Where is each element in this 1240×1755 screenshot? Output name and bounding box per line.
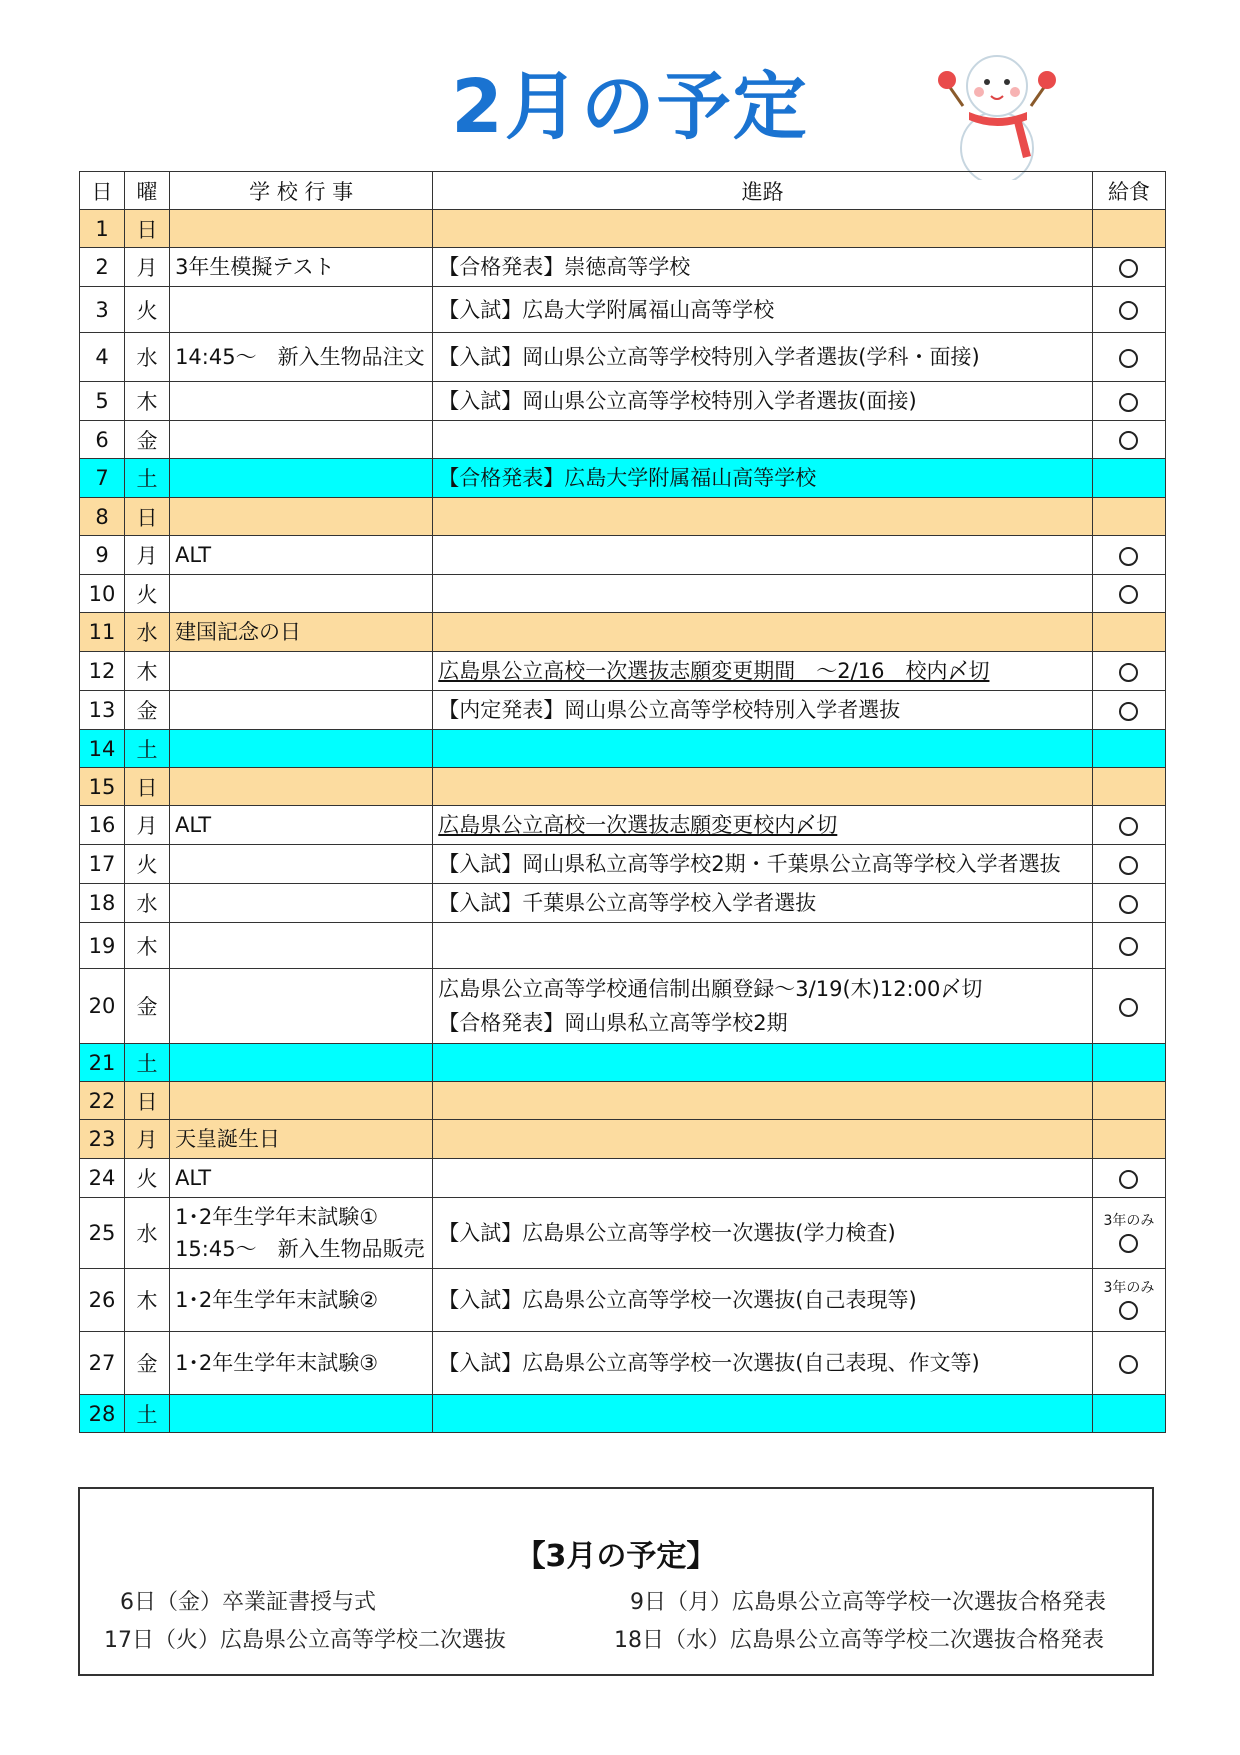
day-cell: 18 <box>80 884 125 923</box>
event-text: 1･2年生学年末試験① <box>175 1205 379 1229</box>
events-cell <box>170 575 433 613</box>
events-cell <box>170 1082 433 1120</box>
course-cell <box>433 1198 1093 1269</box>
weekday-cell: 水 <box>125 1198 170 1269</box>
course-cell <box>433 1332 1093 1395</box>
table-row <box>80 845 1166 884</box>
events-cell <box>170 1332 433 1395</box>
course-cell <box>433 248 1093 287</box>
course-text: 【入試】岡山県私立高等学校2期・千葉県公立高等学校入学者選抜 <box>438 852 1061 876</box>
course-cell <box>433 421 1093 459</box>
events-cell <box>170 287 433 333</box>
course-text: 広島県公立高校一次選抜志願変更校内〆切 <box>438 813 838 837</box>
day-cell: 26 <box>80 1269 125 1332</box>
lunch-cell <box>1092 498 1165 536</box>
event-text: 15:45～ 新入生物品販売 <box>175 1237 425 1261</box>
events-cell <box>170 1395 433 1433</box>
event-text: ALT <box>175 543 212 567</box>
weekday-cell: 月 <box>125 248 170 287</box>
weekday-cell: 日 <box>125 498 170 536</box>
weekday-cell: 金 <box>125 969 170 1044</box>
table-row <box>80 575 1166 613</box>
events-cell <box>170 845 433 884</box>
lunch-cell <box>1092 613 1165 652</box>
snowman-illustration <box>935 40 1065 180</box>
day-cell: 1 <box>80 210 125 248</box>
course-cell <box>433 730 1093 768</box>
day-cell: 11 <box>80 613 125 652</box>
events-cell <box>170 730 433 768</box>
lunch-cell <box>1092 730 1165 768</box>
day-cell: 16 <box>80 806 125 845</box>
course-cell <box>433 923 1093 969</box>
lunch-circle-icon <box>1119 856 1138 875</box>
table-row <box>80 382 1166 421</box>
table-row <box>80 768 1166 806</box>
course-text: 【合格発表】広島大学附属福山高等学校 <box>438 466 817 490</box>
lunch-circle-icon <box>1119 585 1138 604</box>
lunch-cell <box>1092 923 1165 969</box>
day-cell: 17 <box>80 845 125 884</box>
lunch-cell <box>1092 382 1165 421</box>
lunch-cell <box>1092 884 1165 923</box>
lunch-circle-icon <box>1119 431 1138 450</box>
march-item: 17日（火）広島県公立高等学校二次選抜 <box>104 1628 506 1653</box>
weekday-cell: 土 <box>125 459 170 498</box>
table-row <box>80 459 1166 498</box>
lunch-cell <box>1092 845 1165 884</box>
day-cell: 10 <box>80 575 125 613</box>
lunch-note: 3年のみ <box>1103 1280 1155 1296</box>
events-cell <box>170 806 433 845</box>
course-cell <box>433 845 1093 884</box>
day-cell: 6 <box>80 421 125 459</box>
day-cell: 2 <box>80 248 125 287</box>
lunch-cell <box>1092 1159 1165 1198</box>
lunch-cell <box>1092 536 1165 575</box>
events-cell <box>170 536 433 575</box>
day-cell: 4 <box>80 333 125 382</box>
weekday-cell: 金 <box>125 421 170 459</box>
weekday-cell: 水 <box>125 884 170 923</box>
events-cell <box>170 1269 433 1332</box>
table-row <box>80 1159 1166 1198</box>
events-cell <box>170 923 433 969</box>
events-cell <box>170 1044 433 1082</box>
course-text: 【内定発表】岡山県公立高等学校特別入学者選抜 <box>438 698 901 722</box>
weekday-cell: 火 <box>125 575 170 613</box>
course-text: 【入試】千葉県公立高等学校入学者選抜 <box>438 891 817 915</box>
march-item: 6日（金）卒業証書授与式 <box>120 1590 376 1615</box>
table-row <box>80 1198 1166 1269</box>
lunch-cell <box>1092 1198 1165 1269</box>
day-cell: 15 <box>80 768 125 806</box>
day-cell: 19 <box>80 923 125 969</box>
events-cell <box>170 459 433 498</box>
lunch-circle-icon <box>1119 301 1138 320</box>
lunch-cell <box>1092 210 1165 248</box>
events-cell <box>170 613 433 652</box>
lunch-circle-icon <box>1119 393 1138 412</box>
course-cell <box>433 1269 1093 1332</box>
day-cell: 7 <box>80 459 125 498</box>
lunch-circle-icon <box>1119 1170 1138 1189</box>
table-header-row <box>80 172 1166 210</box>
course-text: 【入試】広島県公立高等学校一次選抜(学力検査) <box>438 1221 896 1245</box>
weekday-cell: 水 <box>125 613 170 652</box>
weekday-cell: 木 <box>125 923 170 969</box>
lunch-cell <box>1092 421 1165 459</box>
course-cell <box>433 969 1093 1044</box>
events-cell <box>170 691 433 730</box>
lunch-circle-icon <box>1119 937 1138 956</box>
weekday-cell: 日 <box>125 210 170 248</box>
events-cell <box>170 1120 433 1159</box>
table-row <box>80 1395 1166 1433</box>
events-cell <box>170 1198 433 1269</box>
day-cell: 9 <box>80 536 125 575</box>
weekday-cell: 日 <box>125 768 170 806</box>
schedule-table <box>79 171 1166 1433</box>
course-text: 【入試】岡山県公立高等学校特別入学者選抜(学科・面接) <box>438 345 980 369</box>
day-cell: 24 <box>80 1159 125 1198</box>
events-cell <box>170 333 433 382</box>
table-row <box>80 652 1166 691</box>
weekday-cell: 水 <box>125 333 170 382</box>
course-cell <box>433 613 1093 652</box>
weekday-cell: 土 <box>125 730 170 768</box>
lunch-cell <box>1092 1395 1165 1433</box>
lunch-circle-icon <box>1119 1355 1138 1374</box>
march-item: 9日（月）広島県公立高等学校一次選抜合格発表 <box>630 1590 1106 1615</box>
weekday-cell: 木 <box>125 1269 170 1332</box>
event-text: 1･2年生学年末試験③ <box>175 1351 379 1375</box>
weekday-cell: 火 <box>125 1159 170 1198</box>
lunch-circle-icon <box>1119 998 1138 1017</box>
lunch-cell <box>1092 1269 1165 1332</box>
events-cell <box>170 382 433 421</box>
lunch-circle-icon <box>1119 349 1138 368</box>
lunch-circle-icon <box>1119 895 1138 914</box>
day-cell: 8 <box>80 498 125 536</box>
events-cell <box>170 421 433 459</box>
lunch-note: 3年のみ <box>1103 1213 1155 1229</box>
events-cell <box>170 210 433 248</box>
page-title: 2月の予定 <box>451 64 809 150</box>
event-text: ALT <box>175 1166 212 1190</box>
lunch-cell <box>1092 459 1165 498</box>
header-course: 進路 <box>433 172 1093 210</box>
weekday-cell: 金 <box>125 1332 170 1395</box>
course-cell <box>433 333 1093 382</box>
table-row <box>80 333 1166 382</box>
table-row <box>80 421 1166 459</box>
lunch-cell <box>1092 1082 1165 1120</box>
table-row <box>80 969 1166 1044</box>
course-cell <box>433 768 1093 806</box>
day-cell: 21 <box>80 1044 125 1082</box>
course-cell <box>433 806 1093 845</box>
table-row <box>80 884 1166 923</box>
lunch-cell <box>1092 1120 1165 1159</box>
weekday-cell: 月 <box>125 1120 170 1159</box>
lunch-circle-icon <box>1119 702 1138 721</box>
lunch-cell <box>1092 248 1165 287</box>
course-text: 【合格発表】岡山県私立高等学校2期 <box>438 1011 788 1035</box>
weekday-cell: 月 <box>125 536 170 575</box>
events-cell <box>170 248 433 287</box>
events-cell <box>170 1159 433 1198</box>
lunch-cell <box>1092 768 1165 806</box>
course-cell <box>433 459 1093 498</box>
event-text: 建国記念の日 <box>175 620 302 644</box>
header-weekday: 曜 <box>125 172 170 210</box>
events-cell <box>170 884 433 923</box>
lunch-cell <box>1092 969 1165 1044</box>
table-row <box>80 1120 1166 1159</box>
table-row <box>80 1044 1166 1082</box>
lunch-cell <box>1092 333 1165 382</box>
table-row <box>80 730 1166 768</box>
events-cell <box>170 768 433 806</box>
course-text: 【合格発表】崇徳高等学校 <box>438 255 691 279</box>
table-row <box>80 806 1166 845</box>
day-cell: 23 <box>80 1120 125 1159</box>
header-day: 日 <box>80 172 125 210</box>
course-cell <box>433 652 1093 691</box>
lunch-circle-icon <box>1119 547 1138 566</box>
course-cell <box>433 382 1093 421</box>
lunch-cell <box>1092 1332 1165 1395</box>
course-cell <box>433 1159 1093 1198</box>
table-row <box>80 248 1166 287</box>
day-cell: 27 <box>80 1332 125 1395</box>
course-cell <box>433 1120 1093 1159</box>
weekday-cell: 土 <box>125 1044 170 1082</box>
lunch-circle-icon <box>1119 817 1138 836</box>
day-cell: 25 <box>80 1198 125 1269</box>
events-cell <box>170 498 433 536</box>
events-cell <box>170 969 433 1044</box>
day-cell: 5 <box>80 382 125 421</box>
event-text: 14:45～ 新入生物品注文 <box>175 345 425 369</box>
weekday-cell: 土 <box>125 1395 170 1433</box>
course-cell <box>433 884 1093 923</box>
course-cell <box>433 536 1093 575</box>
course-text: 【入試】岡山県公立高等学校特別入学者選抜(面接) <box>438 389 917 413</box>
course-text: 広島県公立高校一次選抜志願変更期間 ～2/16 校内〆切 <box>438 659 990 683</box>
table-row <box>80 691 1166 730</box>
table-row <box>80 1332 1166 1395</box>
table-row <box>80 498 1166 536</box>
course-cell <box>433 287 1093 333</box>
weekday-cell: 月 <box>125 806 170 845</box>
weekday-cell: 木 <box>125 652 170 691</box>
event-text: ALT <box>175 813 212 837</box>
course-text: 広島県公立高等学校通信制出願登録～3/19(木)12:00〆切 <box>438 977 983 1001</box>
lunch-cell <box>1092 806 1165 845</box>
day-cell: 20 <box>80 969 125 1044</box>
march-schedule-box <box>78 1487 1154 1676</box>
table-row <box>80 287 1166 333</box>
march-title: 【3月の予定】 <box>515 1539 717 1574</box>
day-cell: 22 <box>80 1082 125 1120</box>
table-row <box>80 613 1166 652</box>
course-cell <box>433 210 1093 248</box>
weekday-cell: 火 <box>125 845 170 884</box>
course-cell <box>433 498 1093 536</box>
lunch-circle-icon <box>1119 1301 1138 1320</box>
table-row <box>80 923 1166 969</box>
event-text: 1･2年生学年末試験② <box>175 1288 379 1312</box>
event-text: 3年生模擬テスト <box>175 255 335 279</box>
course-text: 【入試】広島県公立高等学校一次選抜(自己表現、作文等) <box>438 1351 980 1375</box>
events-cell <box>170 652 433 691</box>
lunch-circle-icon <box>1119 259 1138 278</box>
lunch-cell <box>1092 652 1165 691</box>
day-cell: 13 <box>80 691 125 730</box>
course-cell <box>433 691 1093 730</box>
table-row <box>80 1269 1166 1332</box>
day-cell: 3 <box>80 287 125 333</box>
lunch-circle-icon <box>1119 1234 1138 1253</box>
lunch-cell <box>1092 691 1165 730</box>
table-row <box>80 1082 1166 1120</box>
event-text: 天皇誕生日 <box>175 1127 281 1151</box>
lunch-cell <box>1092 575 1165 613</box>
header-lunch: 給食 <box>1092 172 1165 210</box>
course-cell <box>433 575 1093 613</box>
weekday-cell: 木 <box>125 382 170 421</box>
weekday-cell: 金 <box>125 691 170 730</box>
lunch-cell <box>1092 287 1165 333</box>
lunch-cell <box>1092 1044 1165 1082</box>
march-item: 18日（水）広島県公立高等学校二次選抜合格発表 <box>614 1628 1104 1653</box>
header-events: 学 校 行 事 <box>170 172 433 210</box>
table-row <box>80 536 1166 575</box>
weekday-cell: 火 <box>125 287 170 333</box>
course-cell <box>433 1044 1093 1082</box>
course-text: 【入試】広島県公立高等学校一次選抜(自己表現等) <box>438 1288 917 1312</box>
course-cell <box>433 1082 1093 1120</box>
lunch-circle-icon <box>1119 663 1138 682</box>
course-cell <box>433 1395 1093 1433</box>
day-cell: 28 <box>80 1395 125 1433</box>
course-text: 【入試】広島大学附属福山高等学校 <box>438 297 775 322</box>
weekday-cell: 日 <box>125 1082 170 1120</box>
day-cell: 12 <box>80 652 125 691</box>
table-row <box>80 210 1166 248</box>
day-cell: 14 <box>80 730 125 768</box>
